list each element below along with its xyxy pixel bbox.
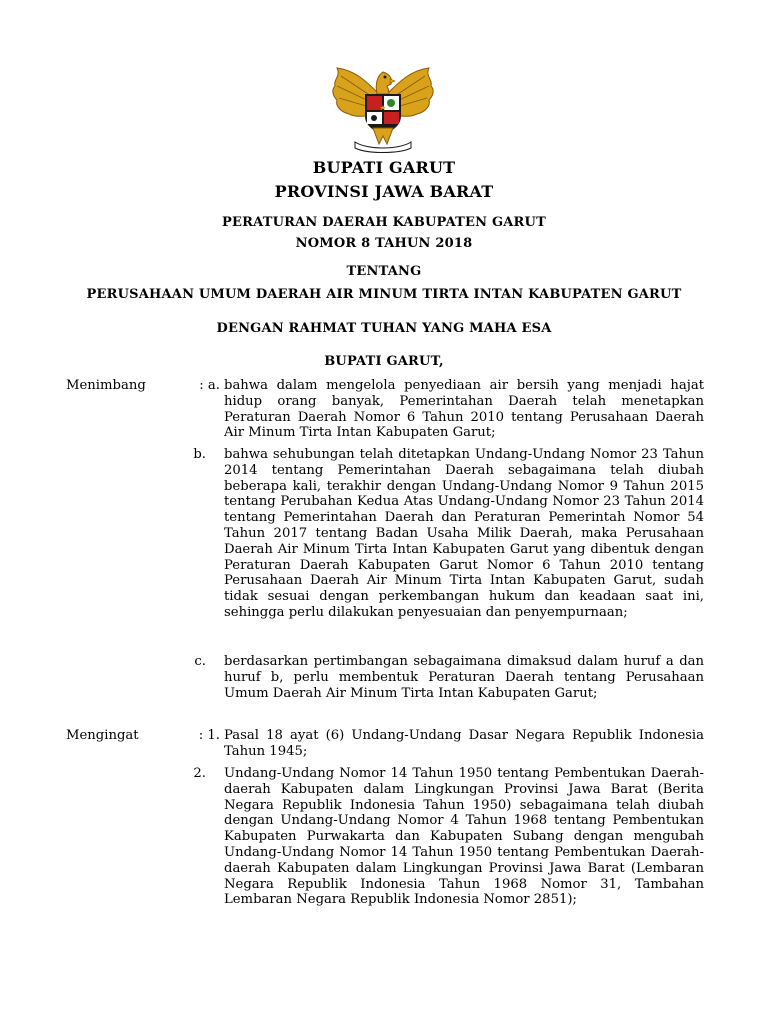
menimbang-c-text: berdasarkan pertimbangan sebagaimana dimaksud dalam huruf a dan huruf b, perlu membentuk Peraturan Daerah tentang Perusahaan Umum Daerah Air Minum Tirta Intan Kabupaten Garut;	[224, 654, 704, 701]
invocation: DENGAN RAHMAT TUHAN YANG MAHA ESA	[216, 321, 552, 336]
mengingat-label: Mengingat	[66, 728, 139, 743]
menimbang-a-text: bahwa dalam mengelola penyediaan air bersih yang menjadi hajat hidup orang banyak, Pemerintahan Daerah telah menetapkan Peraturan Daerah Nomor 6 Tahun 2010 tentang Perusahaan Daerah Air Minum Tirta Intan Kabupaten Garut;	[224, 378, 704, 441]
menimbang-c-number: c.	[194, 654, 206, 669]
regent-title: BUPATI GARUT	[312, 158, 456, 177]
regulation-subject: PERUSAHAAN UMUM DAERAH AIR MINUM TIRTA INTAN KABUPATEN GARUT	[86, 287, 682, 302]
menimbang-label: Menimbang	[66, 378, 146, 393]
menimbang-b-text: bahwa sehubungan telah ditetapkan Undang-Undang Nomor 23 Tahun 2014 tentang Pemerintahan Daerah sebagaimana telah diubah beberapa kali, terakhir dengan Undang-Undang Nomor 9 Tahun 2015 tentang Perubahan Kedua Atas Undang-Undang Nomor 23 Tahun 2014 tentang Pemerintahan Daerah dan Peraturan Pemerintah Nomor 54 Tahun 2017 tentang Badan Usaha Milik Daerah, maka Perusahaan Daerah Air Minum Tirta Intan Kabupaten Garut yang dibentuk dengan Peraturan Daerah Kabupaten Garut Nomor 6 Tahun 2010 tentang Perusahaan Daerah Air Minum Tirta Intan Kabupaten Garut, sudah tidak sesuai dengan perkembangan hukum dan keadaan saat ini, sehingga perlu dilakukan penyesuaian dan penyempurnaan;	[224, 447, 704, 620]
issuer: BUPATI GARUT,	[324, 354, 444, 369]
menimbang-a-number: : a.	[199, 378, 220, 393]
regulation-number: NOMOR 8 TAHUN 2018	[295, 236, 473, 251]
mengingat-1-text: Pasal 18 ayat (6) Undang-Undang Dasar Negara Republik Indonesia Tahun 1945;	[224, 728, 704, 759]
mengingat-2-text: Undang-Undang Nomor 14 Tahun 1950 tentang Pembentukan Daerah-daerah Kabupaten dalam Lingkungan Provinsi Jawa Barat (Berita Negara Republik Indonesia Tahun 1950) sebagaimana telah diubah dengan Undang-Undang Nomor 4 Tahun 1968 tentang Pembentukan Kabupaten Purwakarta dan Kabupaten Subang dengan mengubah Undang-Undang Nomor 14 Tahun 1950 tentang Pembentukan Daerah-daerah Kabupaten dalam Lingkungan Provinsi Jawa Barat (Lembaran Negara Republik Indonesia Tahun 1968 Nomor 31, Tambahan Lembaran Negara Republik Indonesia Nomor 2851);	[224, 766, 704, 908]
menimbang-b-number: b.	[193, 447, 206, 462]
about-label: TENTANG	[346, 264, 422, 279]
mengingat-2-number: 2.	[193, 766, 206, 781]
regulation-title: PERATURAN DAERAH KABUPATEN GARUT	[222, 215, 546, 230]
mengingat-1-number: : 1.	[198, 728, 220, 743]
province-title: PROVINSI JAWA BARAT	[274, 182, 494, 201]
garuda-emblem-icon	[327, 64, 439, 156]
